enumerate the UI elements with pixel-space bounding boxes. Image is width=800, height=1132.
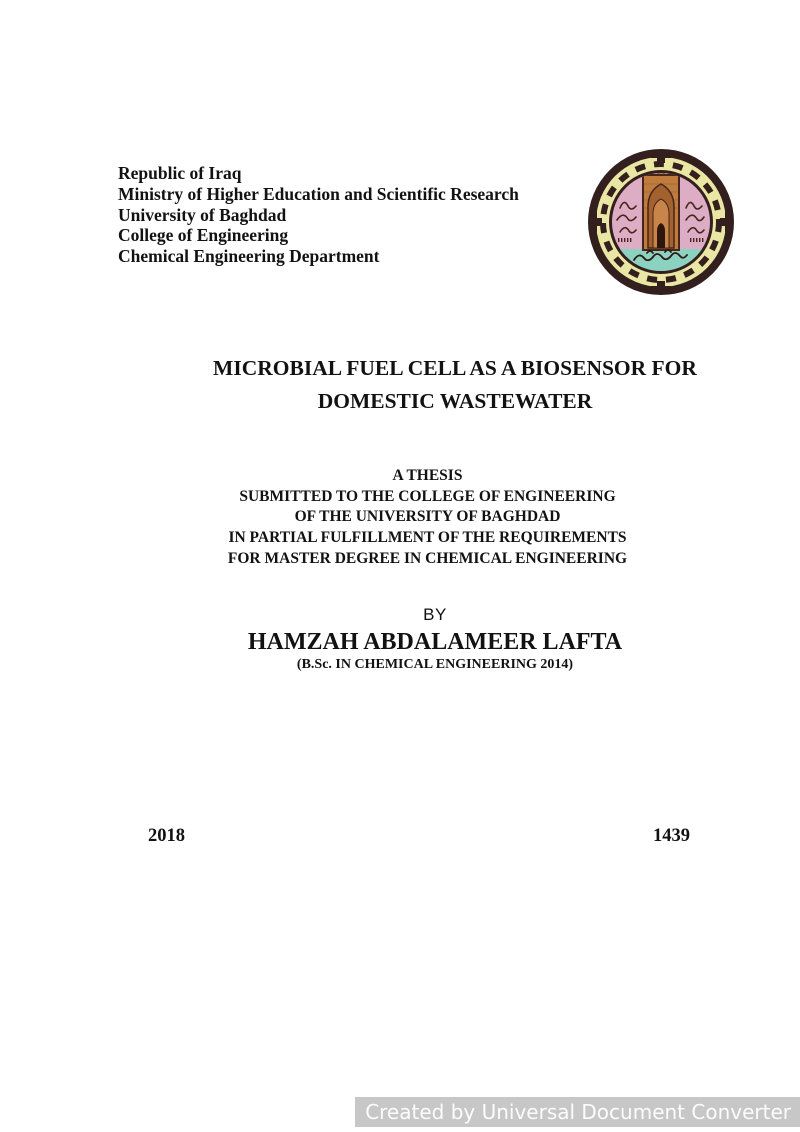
institution-line-ministry: Ministry of Higher Education and Scientific Research bbox=[118, 183, 519, 204]
institution-line-college: College of Engineering bbox=[118, 225, 289, 246]
thesis-statement bbox=[55, 466, 800, 570]
institution-line-university: University of Baghdad bbox=[118, 204, 287, 225]
author-block bbox=[70, 604, 800, 674]
thesis-title-line1: MICROBIAL FUEL CELL AS A BIOSENSOR FOR bbox=[213, 356, 697, 380]
institution-block bbox=[118, 163, 519, 267]
thesis-statement-line: FOR MASTER DEGREE IN CHEMICAL ENGINEERING bbox=[227, 549, 628, 567]
author-credential: (B.Sc. IN CHEMICAL ENGINEERING 2014) bbox=[296, 657, 574, 672]
years-row bbox=[148, 825, 690, 847]
institution-line-department: Chemical Engineering Department bbox=[118, 246, 380, 267]
by-label: BY bbox=[423, 605, 447, 624]
emblem-graphic bbox=[587, 148, 735, 296]
thesis-title bbox=[120, 352, 790, 418]
thesis-statement-line: A THESIS bbox=[392, 467, 463, 484]
thesis-title-line2: DOMESTIC WASTEWATER bbox=[317, 389, 593, 413]
gregorian-year: 2018 bbox=[148, 826, 185, 846]
author-name: HAMZAH ABDALAMEER LAFTA bbox=[247, 629, 623, 655]
thesis-statement-line: OF THE UNIVERSITY OF BAGHDAD bbox=[294, 508, 561, 526]
institution-line-country: Republic of Iraq bbox=[118, 163, 242, 183]
converter-watermark: Created by Universal Document Converter bbox=[355, 1097, 800, 1127]
thesis-statement-line: IN PARTIAL FULFILLMENT OF THE REQUIREMENTS bbox=[228, 529, 627, 547]
thesis-statement-line: SUBMITTED TO THE COLLEGE OF ENGINEERING bbox=[239, 487, 616, 505]
university-of-baghdad-logo-icon bbox=[587, 148, 735, 296]
hijri-year: 1439 bbox=[653, 826, 690, 846]
